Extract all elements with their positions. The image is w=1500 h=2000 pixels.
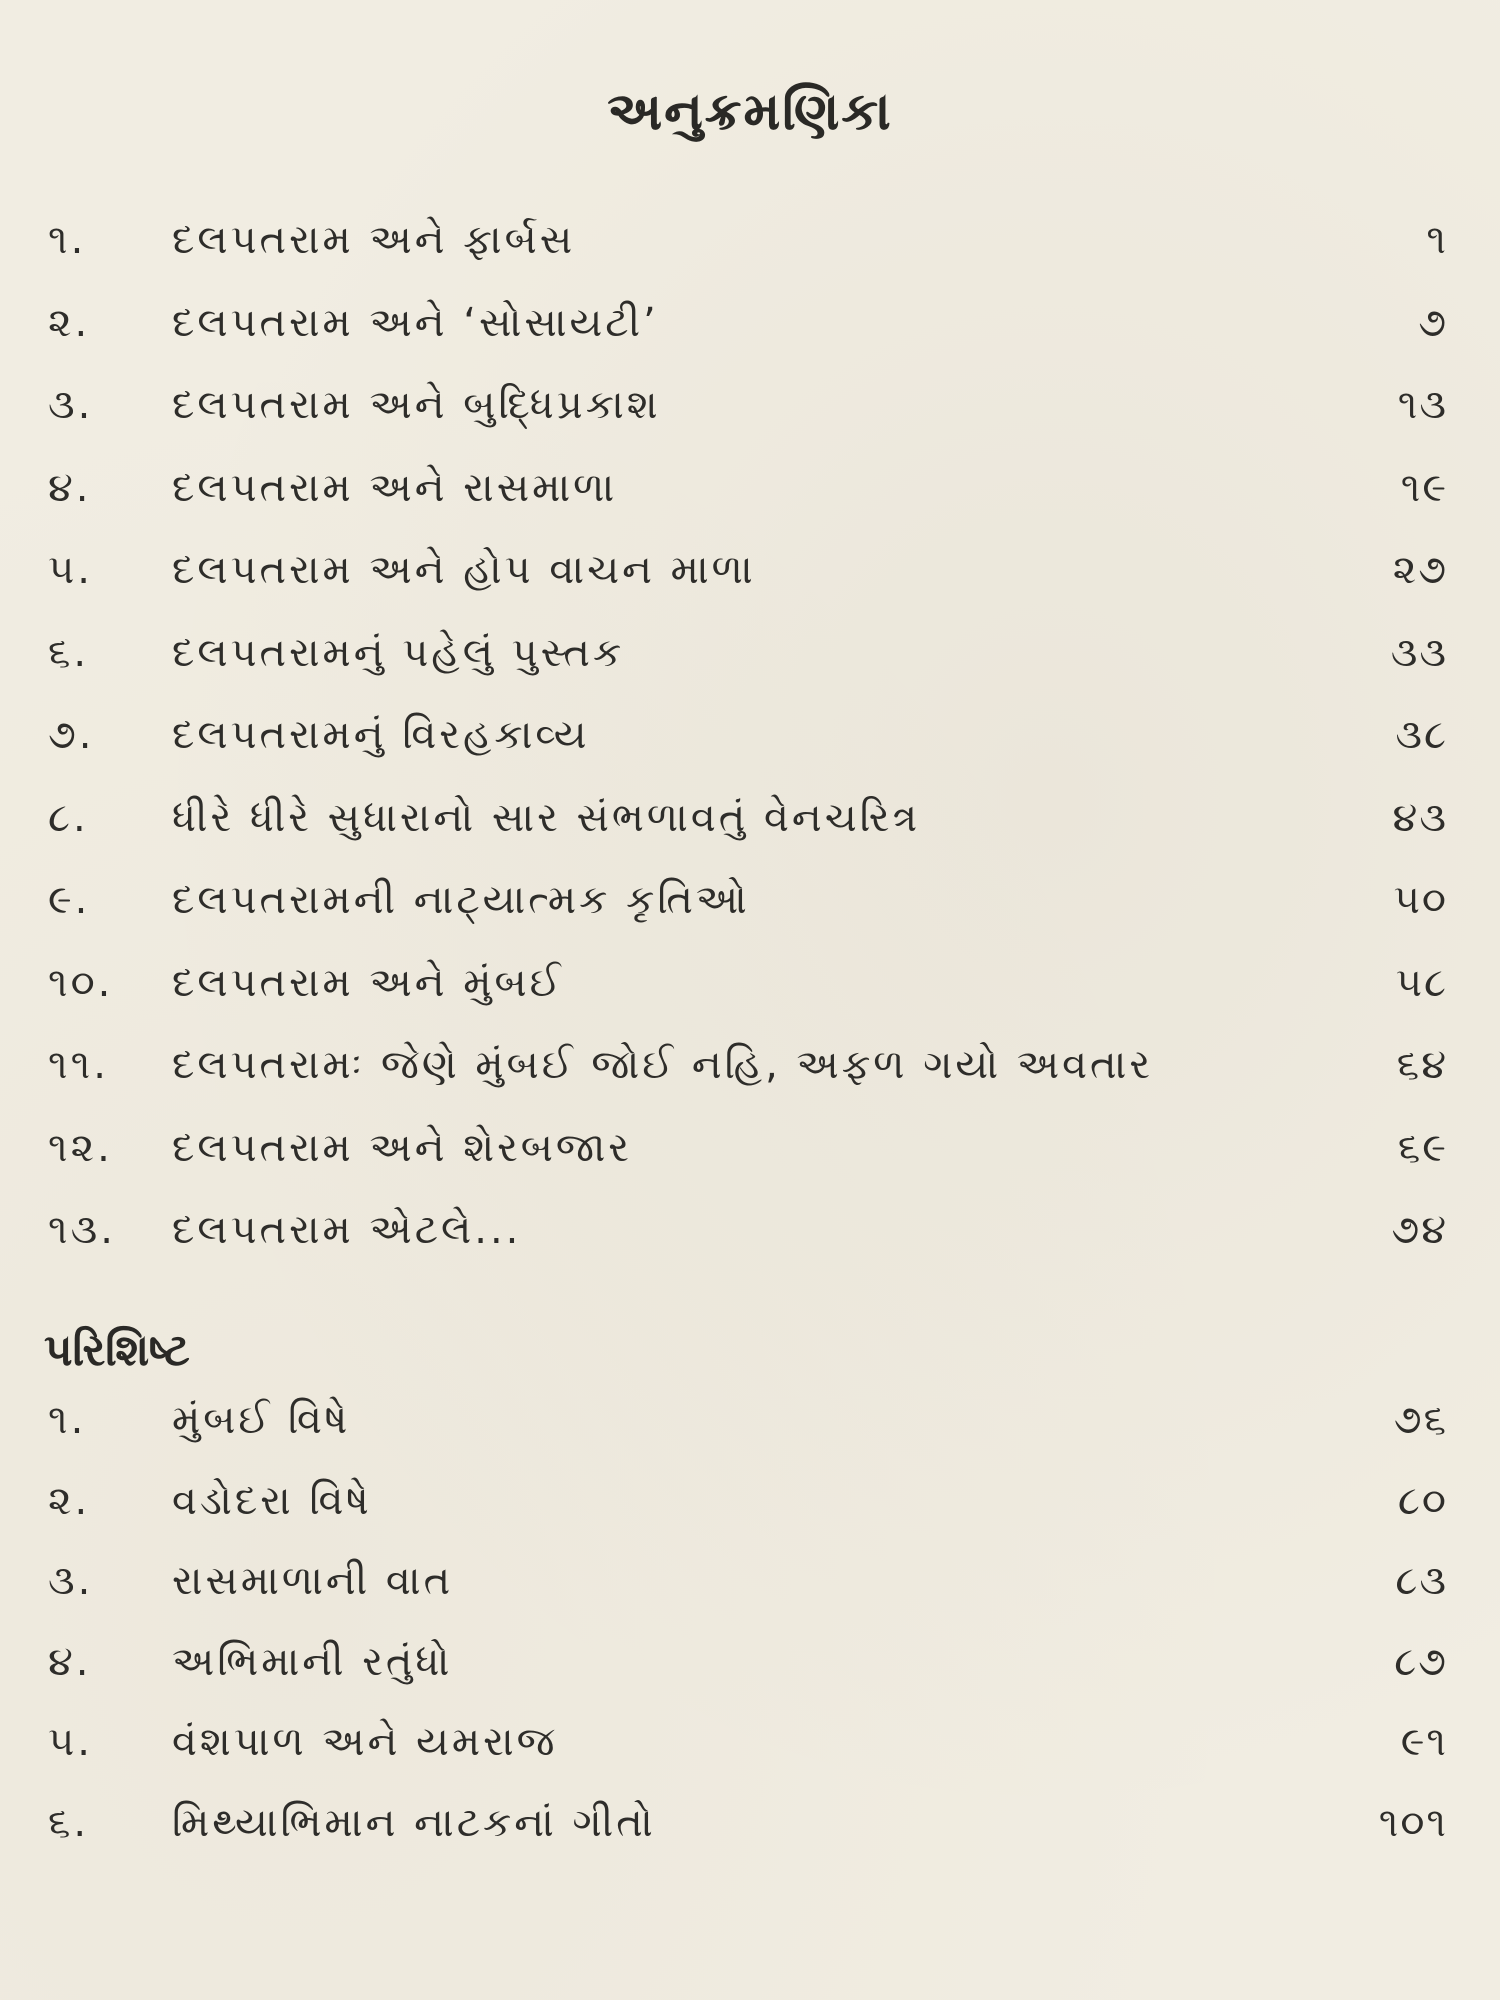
entry-title: મુંબઈ વિષે [172, 1397, 351, 1443]
entry-title: દલપતરામ અને ફાર્બસ [172, 217, 576, 263]
entry-page-number: ૮૩ [1395, 1558, 1448, 1604]
entry-number: ૨. [48, 299, 91, 346]
appendix-heading: પરિશિષ્ટ [44, 1325, 190, 1376]
entry-page-number: ૧ [1426, 217, 1448, 263]
entry-page-number: ૫૮ [1395, 959, 1448, 1006]
entry-number: ૪. [48, 464, 92, 511]
entry-page-number: ૬૪ [1396, 1042, 1448, 1088]
entry-number: ૪. [48, 1638, 92, 1685]
entry-title: અભિમાની રતુંધો [172, 1638, 453, 1685]
entry-page-number: ૮૭ [1394, 1638, 1448, 1685]
entry-page-number: ૭ [1418, 299, 1448, 346]
entry-number: ૧. [48, 217, 87, 263]
entry-number: ૧૧. [48, 1042, 109, 1088]
contents-entry [48, 375, 1448, 458]
contents-entry [48, 623, 1448, 706]
entry-page-number: ૩૩ [1390, 629, 1448, 676]
entry-page-number: ૮૦ [1397, 1477, 1448, 1524]
entry-page-number: ૭૪ [1391, 1207, 1448, 1253]
entry-number: ૨. [48, 1477, 91, 1524]
appendix-list [48, 1390, 1448, 1873]
contents-entry [48, 1035, 1448, 1118]
entry-number: ૩. [48, 382, 94, 428]
contents-entry [48, 705, 1448, 788]
entry-title: દલપતરામ અને મુંબઈ [172, 959, 564, 1006]
contents-entry [48, 540, 1448, 623]
entry-page-number: ૪૩ [1392, 794, 1448, 841]
appendix-entry [48, 1551, 1448, 1632]
entry-title: ધીરે ધીરે સુધારાનો સાર સંભળાવતું વેનચરિત્ર [172, 794, 921, 841]
entry-title: વડોદરા વિષે [172, 1477, 372, 1524]
contents-entry [48, 458, 1448, 541]
entry-number: ૧. [48, 1397, 87, 1443]
entry-number: ૯. [48, 877, 91, 923]
entry-title: દલપતરામનું પહેલું પુસ્તક [172, 629, 625, 676]
entry-title: દલપતરામનું વિરહકાવ્ય [172, 712, 590, 758]
entry-number: ૧૦. [48, 959, 114, 1006]
appendix-entry [48, 1712, 1448, 1793]
contents-entry [48, 788, 1448, 871]
entry-number: ૫. [48, 1719, 93, 1765]
entry-title: મિથ્યાભિમાન નાટકનાં ગીતો [172, 1799, 656, 1846]
entry-title: દલપતરામ અને રાસમાળા [172, 464, 618, 511]
appendix-entry [48, 1471, 1448, 1552]
contents-entry [48, 953, 1448, 1036]
entry-title: દલપતરામઃ જેણે મુંબઈ જોઈ નહિ, અફળ ગયો અવતાર [172, 1042, 1153, 1088]
entry-page-number: ૧૦૧ [1378, 1799, 1448, 1846]
contents-entry [48, 1118, 1448, 1201]
contents-entry [48, 293, 1448, 376]
entry-title: રાસમાળાની વાત [172, 1558, 454, 1604]
appendix-entry [48, 1793, 1448, 1874]
entry-page-number: ૫૦ [1393, 877, 1448, 923]
entry-page-number: ૭૬ [1393, 1397, 1448, 1443]
entry-page-number: ૩૮ [1395, 712, 1448, 758]
contents-entry [48, 1200, 1448, 1283]
contents-entry [48, 210, 1448, 293]
entry-number: ૧૨. [48, 1124, 113, 1171]
entry-number: ૩. [48, 1558, 94, 1604]
entry-number: ૧૩. [48, 1207, 116, 1253]
entry-page-number: ૯૧ [1400, 1719, 1448, 1765]
entry-title: દલપતરામ અને બુદ્ધિપ્રકાશ [172, 382, 661, 428]
entry-title: દલપતરામ અને ‘સોસાયટી’ [172, 299, 659, 346]
entry-title: દલપતરામ અને શેરબજાર [172, 1124, 632, 1171]
entry-number: ૬. [48, 1799, 90, 1846]
contents-entry [48, 870, 1448, 953]
page-title: અનુક્રમણિકા [607, 82, 893, 142]
entry-number: ૬. [48, 629, 90, 676]
entry-title: દલપતરામ અને હોપ વાચન માળા [172, 547, 756, 593]
entry-page-number: ૨૭ [1392, 547, 1448, 593]
entry-title: દલપતરામ એટલે... [172, 1207, 522, 1253]
entry-title: દલપતરામની નાટ્યાત્મક કૃતિઓ [172, 877, 750, 923]
contents-list [48, 210, 1448, 1283]
entry-number: ૫. [48, 547, 93, 593]
entry-number: ૮. [48, 794, 89, 841]
entry-page-number: ૧૩ [1397, 382, 1448, 428]
entry-page-number: ૧૯ [1400, 464, 1448, 511]
appendix-entry [48, 1390, 1448, 1471]
appendix-entry [48, 1632, 1448, 1713]
entry-number: ૭. [48, 712, 95, 758]
entry-page-number: ૬૯ [1397, 1124, 1448, 1171]
entry-title: વંશપાળ અને યમરાજ [172, 1719, 558, 1765]
